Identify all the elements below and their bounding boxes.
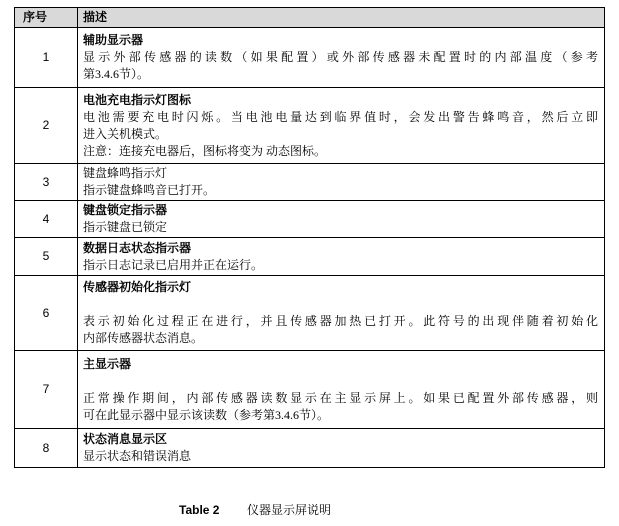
row-title: 数据日志状态指示器 [83, 240, 192, 255]
row-title: 电池充电指示灯图标 [83, 92, 192, 107]
row-title: 传感器初始化指示灯 [83, 280, 192, 294]
table-row [15, 88, 605, 164]
row-title: 主显示器 [83, 356, 132, 371]
row-text-line: 指示日志记录已启用并正在运行。 [83, 257, 264, 272]
row-number: 3 [15, 164, 78, 201]
row-description [78, 429, 605, 468]
column-header-number: 序号 [15, 8, 78, 28]
table-caption-text: 仪器显示屏说明 [247, 503, 332, 517]
row-title: 状态消息显示区 [83, 432, 168, 446]
row-text-line: 第3.4.6节）。 [83, 67, 150, 81]
table-row [15, 276, 605, 351]
row-title: 辅助显示器 [83, 33, 144, 47]
blank-line [83, 373, 598, 390]
row-note-line: 注意：连接充电器后，图标将变为 动态图标。 [83, 143, 327, 158]
row-title: 键盘蜂鸣指示灯 [83, 166, 168, 180]
row-text-line: 进入关机模式。 [83, 126, 168, 141]
row-text-line: 指示键盘蜂鸣音已打开。 [83, 183, 216, 197]
row-text-line: 显示外部传感器的读数（如果配置）或外部传感器未配置时的内部温度（参考 [83, 50, 598, 64]
row-number: 5 [15, 238, 78, 276]
table-caption [179, 502, 332, 519]
row-description [78, 238, 605, 276]
table-row [15, 164, 605, 201]
blank-line [83, 296, 598, 313]
row-text-line: 显示状态和错误消息 [83, 449, 192, 463]
row-description [78, 276, 605, 351]
row-text-line: 内部传感器状态消息。 [83, 331, 204, 345]
row-number: 1 [15, 28, 78, 88]
row-description [78, 351, 605, 429]
row-description [78, 88, 605, 164]
table-body [15, 28, 605, 468]
table-caption-label: Table 2 [179, 503, 220, 517]
row-text-line: 可在此显示器中显示该读数（参考第3.4.6节）。 [83, 407, 330, 422]
display-description-table [14, 7, 605, 468]
row-number: 2 [15, 88, 78, 164]
table-row [15, 351, 605, 429]
row-description [78, 28, 605, 88]
column-header-description: 描述 [78, 8, 605, 28]
row-title: 键盘锁定指示器 [83, 203, 168, 217]
row-number: 7 [15, 351, 78, 429]
table-row [15, 238, 605, 276]
row-text-line: 表示初始化过程正在进行，并且传感器加热已打开。此符号的出现伴随着初始化 [83, 314, 598, 328]
row-description [78, 164, 605, 201]
row-description [78, 201, 605, 238]
table-header [15, 8, 605, 28]
header-row [15, 8, 605, 28]
row-number: 6 [15, 276, 78, 351]
row-text-line: 指示键盘已锁定 [83, 220, 168, 234]
table-row [15, 28, 605, 88]
row-number: 8 [15, 429, 78, 468]
table-row [15, 201, 605, 238]
row-text-line: 电池需要充电时闪烁。当电池电量达到临界值时，会发出警告蜂鸣音，然后立即 [83, 109, 598, 124]
row-text-line: 正常操作期间，内部传感器读数显示在主显示屏上。如果已配置外部传感器，则 [83, 390, 598, 405]
table-row [15, 429, 605, 468]
row-number: 4 [15, 201, 78, 238]
